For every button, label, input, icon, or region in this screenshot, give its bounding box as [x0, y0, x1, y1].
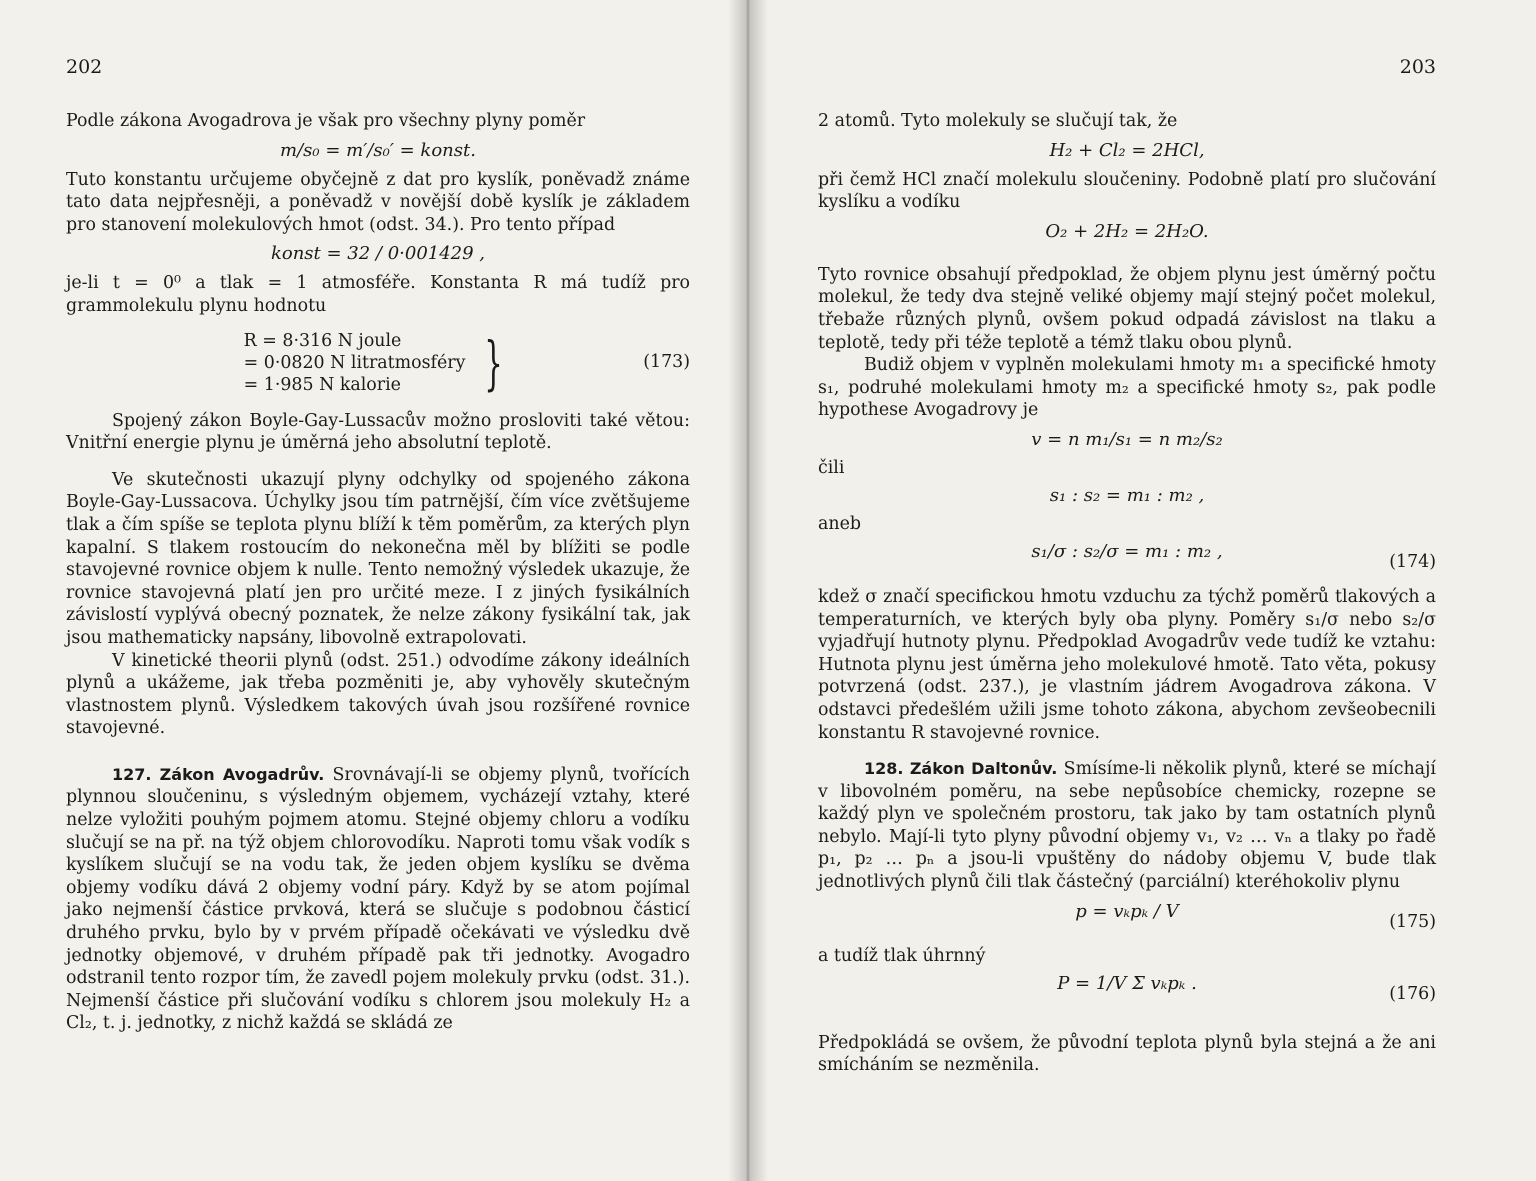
equation-line: = 0·0820 N litratmosféry [243, 352, 466, 373]
equation-176 [818, 972, 1436, 1012]
label-cili: čili [818, 457, 845, 478]
right-page [748, 0, 1536, 1181]
left-page [0, 0, 748, 1181]
equation-body: P = 1/V Σ vₖpₖ . [1057, 972, 1197, 994]
paragraph: při čemž HCl značí molekulu sloučeniny. Podobně platí pro slučování kyslíku a vodíku [818, 169, 1436, 213]
section-heading: 127. Zákon Avogadrův. [112, 764, 325, 784]
brace-icon: } [484, 328, 504, 397]
equation-body: p = vₖpₖ / V [1075, 900, 1179, 922]
section-text: Smísíme-li několik plynů, které se míchají v libovolném poměru, na sebe nepůsobíce chemicky, rozepne se každý plyn ve společném prostoru, tak jako by tam ostatních plynů nebylo. Mají-li tyto plyny původní objemy v₁, v₂ … vₙ a tlaky po řadě p₁, p₂ … pₙ a jsou-li vpuštěny do nádoby objemu V, bude tlak jednotlivých plynů čili tlak částečný (parciální) kteréhokoliv plynu [818, 759, 1436, 893]
equation-body: s₁/σ : s₂/σ = m₁ : m₂ , [1031, 540, 1223, 562]
equation-konst-value: konst = 32 / 0·001429 , [270, 243, 486, 265]
equation-number: (176) [1389, 983, 1436, 1004]
equation-konst: m/s₀ = m′/s₀′ = konst. [280, 139, 476, 161]
paragraph: Tyto rovnice obsahují předpoklad, že objem plynu jest úměrný počtu molekul, že tedy dva stejně veliké objemy mají stejný počet molekul, třebaže různých plynů, ovšem pokud odpadá závislost na tlaku a teplotě, tedy při téže teplotě a témž tlaku obou plynů. [818, 264, 1436, 353]
equation-175 [818, 900, 1436, 940]
equation-water: O₂ + 2H₂ = 2H₂O. [1045, 220, 1209, 242]
section-128 [818, 758, 1436, 894]
paragraph: Tuto konstantu určujeme obyčejně z dat pro kyslík, poněvadž známe tato data nejpřesněji, a poněvadž v novější době kyslík je základem pro stanovení molekulových hmot (odst. 34.). Pro tento případ [66, 169, 690, 235]
equation-avogadro: v = n m₁/s₁ = n m₂/s₂ [1031, 428, 1223, 450]
equation-line: = 1·985 N kalorie [243, 374, 401, 395]
paragraph: Předpokládá se ovšem, že původní teplota plynů byla stejná a že ani smícháním se nezměnila. [818, 1032, 1436, 1076]
paragraph: Budiž objem v vyplněn molekulami hmoty m₁ a specifické hmoty s₁, podruhé molekulami hmoty m₂ a specifické hmoty s₂, pak podle hypothese Avogadrovy je [818, 355, 1436, 421]
section-heading: 128. Zákon Daltonův. [864, 759, 1058, 779]
paragraph: Ve skutečnosti ukazují plyny odchylky od spojeného zákona Boyle-Gay-Lussacova. Úchylky jsou tím patrnější, čím více zvětšujeme tlak a čím spíše se teplota plynu blíží k těm poměrům, za kterých plyn kapalní. S tlakem rostoucím do nekonečna měl by blížiti se podle stavojevné rovnice objem k nulle. Tento nemožný výsledek ukazuje, že rovnice stavojevná platí jen pro určité meze. I z jiných fysikálních závislostí vyplývá obecný poznatek, že nelze zákony fysikální tak, jak jsou mathematicky napsány, libovolně extrapolovati. [66, 469, 690, 648]
paragraph: Spojený zákon Boyle-Gay-Lussacův možno prosloviti také větou: Vnitřní energie plynu je úměrná jeho absolutní teplotě. [66, 410, 690, 454]
equation-ratio: s₁ : s₂ = m₁ : m₂ , [1049, 484, 1205, 506]
paragraph: V kinetické theorii plynů (odst. 251.) odvodíme zákony ideálních plynů a ukážeme, jak třeba pozměniti je, aby vyhověly skutečným vlastnostem plynů. Výsledkem takových úvah jsou rozšířené rovnice stavojevné. [66, 650, 690, 739]
section-127 [66, 764, 690, 1035]
label-tudiz: a tudíž tlak úhrnný [818, 945, 986, 966]
paragraph: Podle zákona Avogadrova je však pro všechny plyny poměr [66, 111, 586, 131]
page-number-left: 202 [66, 56, 103, 78]
section-text: Srovnávají-li se objemy plynů, tvořících plynnou sloučeninu, s výsledným objemem, vycházejí vztahy, které nelze vyložiti pouhým pojmem atomu. Stejné objemy chloru a vodíku slučují se na př. na týž objem chlorovodíku. Naproti tomu však vodík s kyslíkem slučují se na vodu tak, že jeden objem kyslíku se dvěma objemy vodíku dává 2 objemy vodní páry. Když by se atom pojímal jako nejmenší částice prvková, která se slučuje s podobnou částicí druhého prvku, bylo by v prvém případě očekávati ve výsledku dvě jednotky objemové, v druhém případě pak tři jednotky. Avogadro odstranil tento rozpor tím, že zavedl pojem molekuly prvku (odst. 31.). Nejmenší částice při slučování vodíku s chlorem jsou molekuly H₂ a Cl₂, t. j. jednotky, z nichž každá se skládá ze [66, 764, 691, 1034]
label-aneb: aneb [818, 513, 861, 534]
paragraph: 2 atomů. Tyto molekuly se slučují tak, že [818, 111, 1178, 131]
equation-line: R = 8·316 N joule [243, 330, 402, 351]
equation-174 [818, 540, 1436, 580]
equation-number: (175) [1389, 911, 1436, 932]
equation-number: (174) [1389, 551, 1436, 572]
page-number-right: 203 [1399, 56, 1436, 78]
paragraph: je-li t = 0⁰ a tlak = 1 atmosféře. Konstanta R má tudíž pro grammolekulu plynu hodnotu [66, 273, 690, 316]
equation-number: (173) [643, 351, 690, 372]
equation-hcl: H₂ + Cl₂ = 2HCl, [1049, 139, 1205, 161]
equation-173 [66, 330, 690, 396]
paragraph: kdež σ značí specifickou hmotu vzduchu za týchž poměrů tlakových a temperaturních, ve kterých byly oba plyny. Poměry s₁/σ nebo s₂/σ vyjadřují hutnoty plynu. Předpoklad Avogadrův vede tudíž ke vztahu: Hutnota plynu jest úměrna jeho molekulové hmotě. Tato věta, pokusy potvrzená (odst. 237.), je vlastním jádrem Avogadrova zákona. V odstavci předešlém užili jsme tohoto zákona, abychom zevšeobecnili konstantu R stavojevné rovnice. [818, 586, 1436, 743]
